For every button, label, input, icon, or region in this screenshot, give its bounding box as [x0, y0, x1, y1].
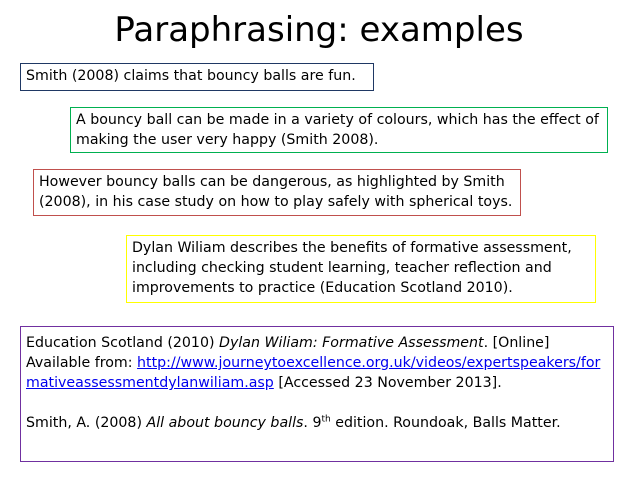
ref1-accessed: [Accessed 23 November 2013]. — [273, 375, 502, 391]
ref2-author: Smith, A. (2008) — [26, 415, 147, 431]
colours-paraphrase-box — [70, 107, 608, 153]
smith-claim-box — [20, 63, 374, 91]
ref2-edition-sup: th — [321, 414, 331, 425]
reference-education-scotland — [26, 333, 608, 393]
slide-title: Paraphrasing: examples — [114, 10, 524, 50]
wiliam-paraphrase-text: Dylan Wiliam describes the benefits of formative assessment, including checking student learning, teacher reflection and improvements to practice (Education Scotland 2010). — [132, 240, 572, 296]
ref2-rest: edition. Roundoak, Balls Matter. — [330, 415, 561, 431]
smith-claim-text: Smith (2008) claims that bouncy balls are fun. — [26, 68, 356, 84]
ref1-title: Dylan Wiliam: Formative Assessment — [219, 335, 484, 351]
ref1-after-title: . [Online] Available from: — [26, 335, 550, 371]
reference-smith — [26, 413, 608, 433]
ref1-url-link[interactable]: http://www.journeytoexcellence.org.uk/videos/expertspeakers/formativeassessmentdylanwiliam.asp — [26, 355, 601, 391]
dangerous-paraphrase-text: However bouncy balls can be dangerous, as highlighted by Smith (2008), in his case study on how to play safely with spherical toys. — [39, 174, 513, 210]
ref2-edition-num: . 9 — [303, 415, 322, 431]
ref1-author: Education Scotland (2010) — [26, 335, 220, 351]
wiliam-paraphrase-box — [126, 235, 596, 303]
references-box — [20, 326, 614, 462]
ref2-title: All about bouncy balls — [146, 415, 304, 431]
dangerous-paraphrase-box — [33, 169, 521, 216]
reference-spacer — [26, 393, 608, 413]
colours-paraphrase-text: A bouncy ball can be made in a variety of colours, which has the effect of making the user very happy (Smith 2008). — [76, 112, 599, 148]
